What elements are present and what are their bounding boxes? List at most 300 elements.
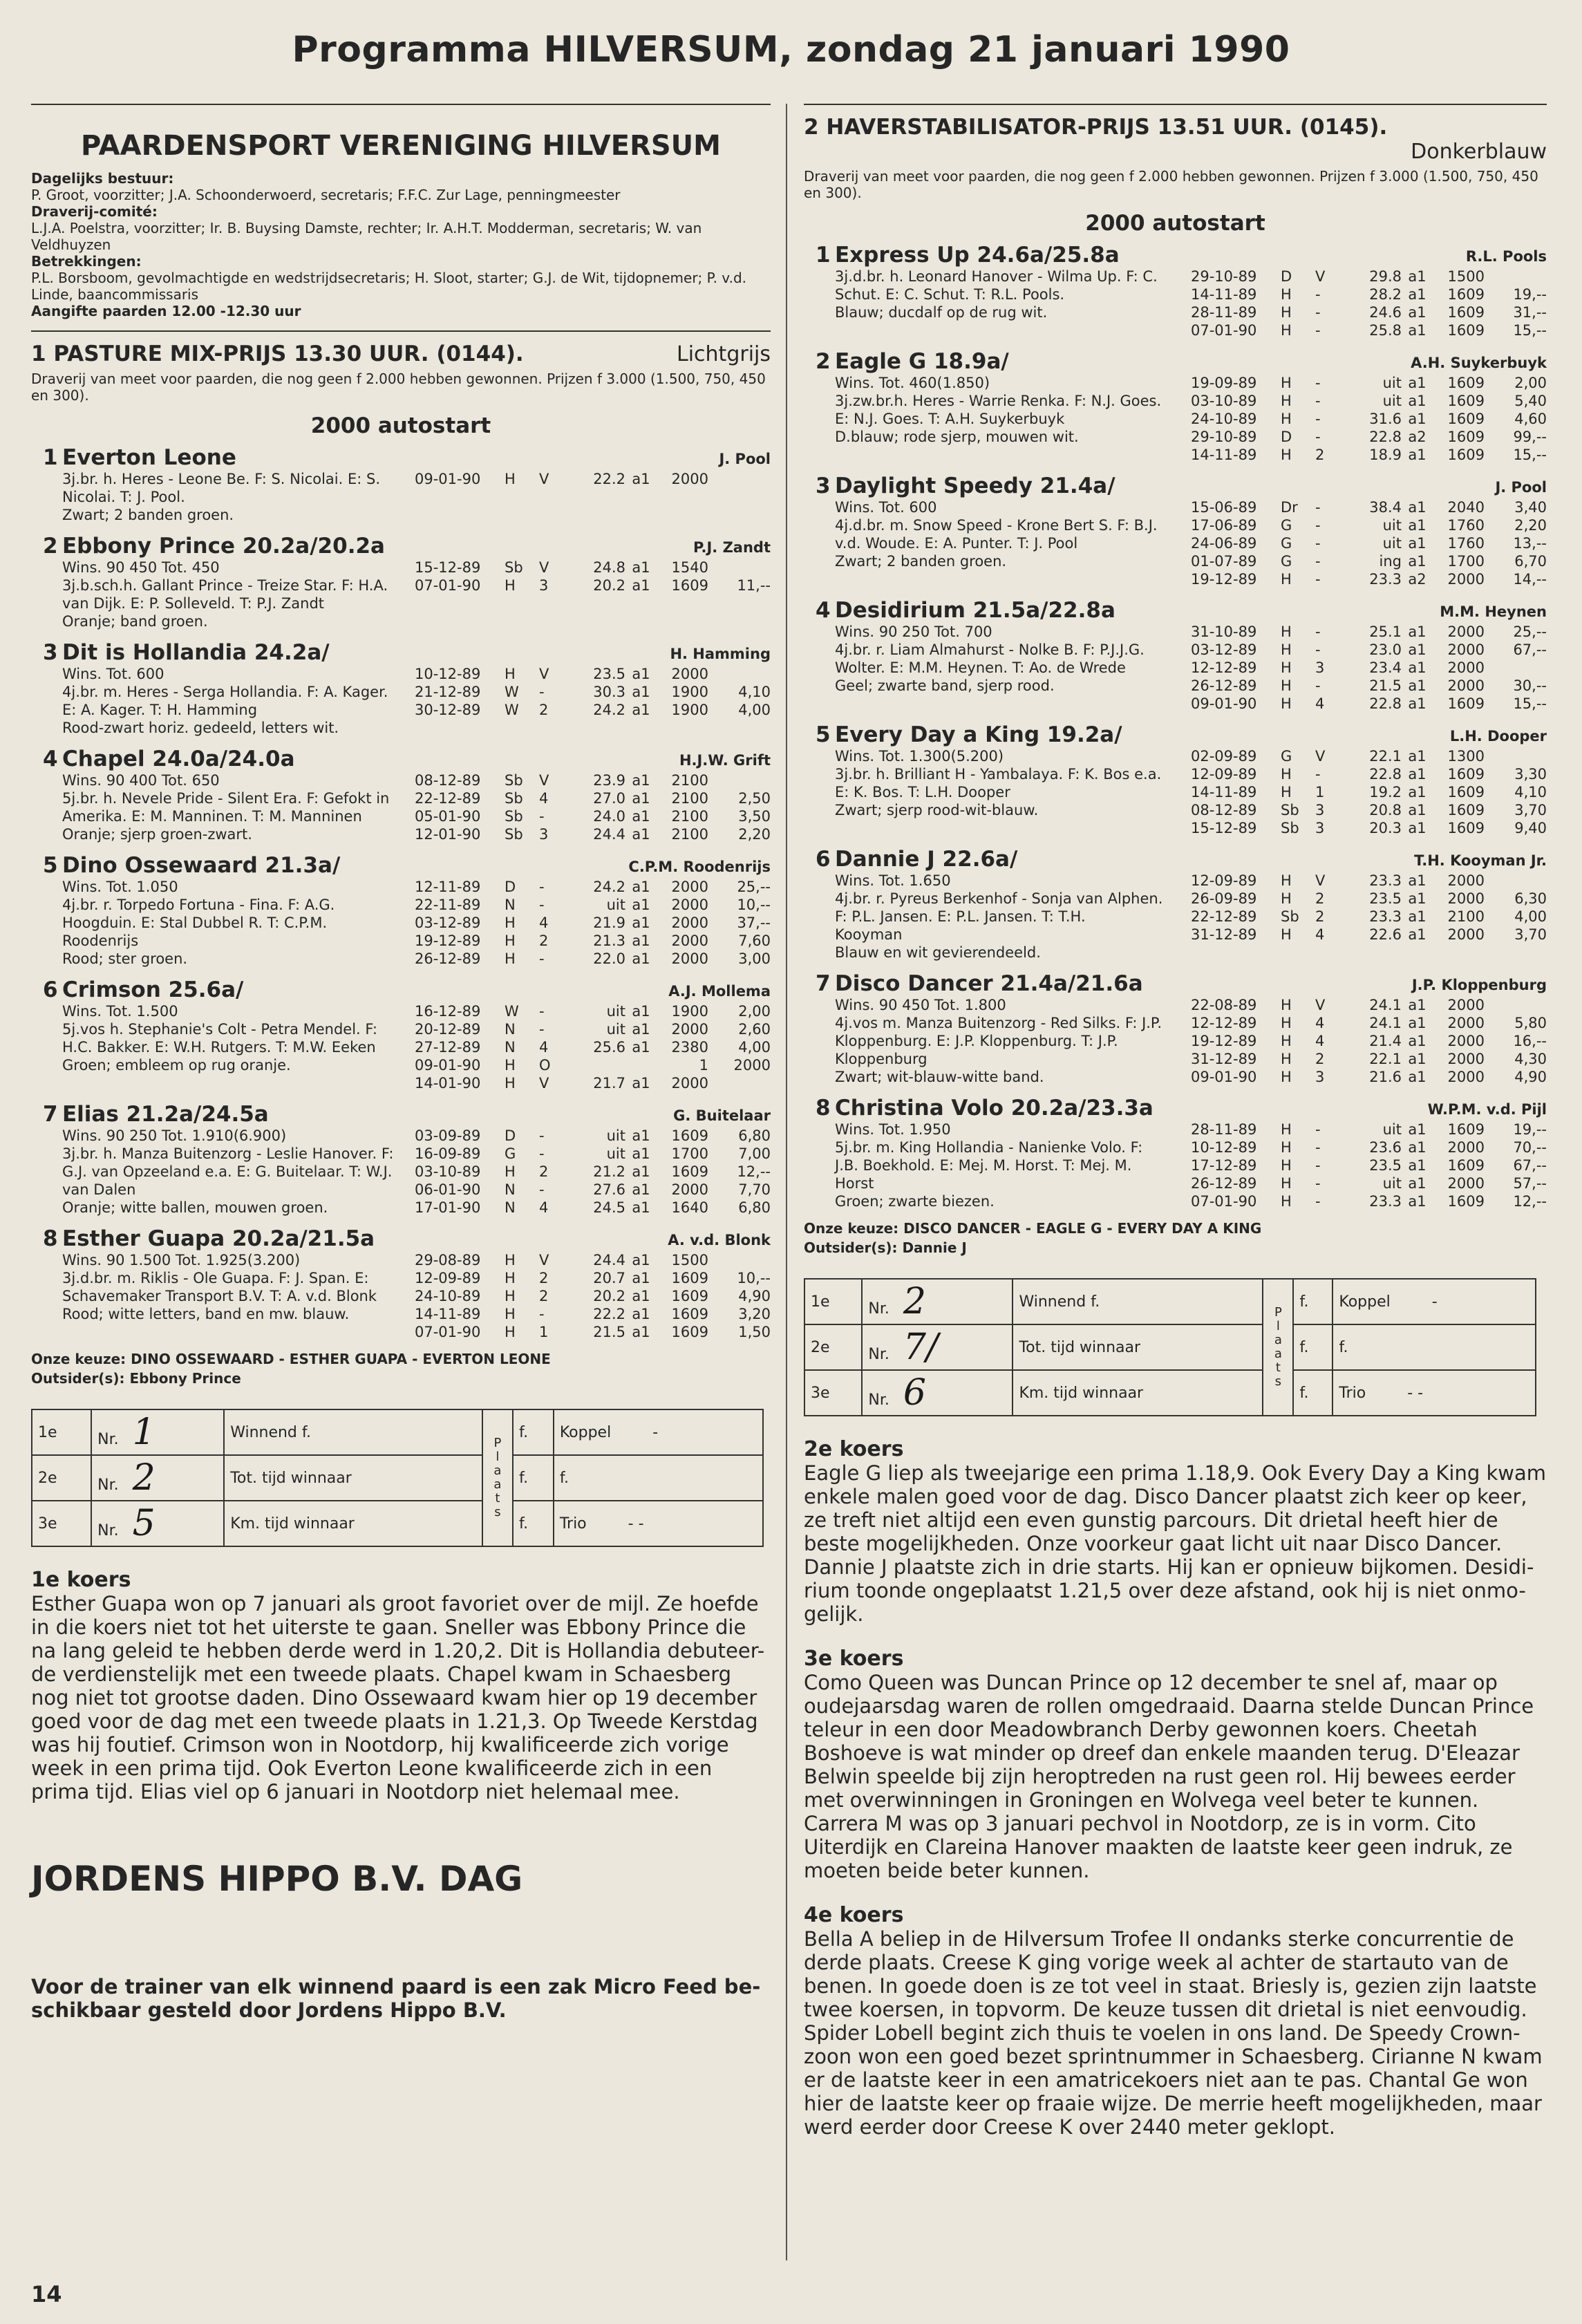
record-cell: uit xyxy=(606,1127,625,1144)
handwritten-number: 1 xyxy=(132,1412,156,1453)
record-cell: Sb xyxy=(505,790,523,807)
record-cell: 1609 xyxy=(671,1127,708,1144)
record-cell: 12,-- xyxy=(1513,1193,1547,1210)
record-cell: a1 xyxy=(1408,659,1426,676)
horse-name: Every Day a King 19.2a/ xyxy=(835,722,1122,747)
record-cell: 2000 xyxy=(1447,659,1485,676)
record-cell: 2000 xyxy=(733,1057,771,1074)
record-cell: G xyxy=(505,1145,516,1162)
record-cell: 2000 xyxy=(1447,641,1485,658)
record-cell: 16-12-89 xyxy=(415,1003,481,1020)
record-cell: 23.5 xyxy=(1369,890,1402,907)
horse-body xyxy=(835,872,1547,962)
record-cell: 27-12-89 xyxy=(415,1039,481,1056)
horse-number: 8 xyxy=(43,1226,58,1251)
record-cell: V xyxy=(1315,748,1326,765)
record-cell: a1 xyxy=(632,1163,650,1180)
record-row xyxy=(1191,268,1547,285)
record-cell: - xyxy=(1315,641,1321,658)
horse-description xyxy=(62,771,415,843)
record-cell: uit xyxy=(606,1145,625,1162)
record-cell: a1 xyxy=(632,1199,650,1216)
record-cell: 09-01-90 xyxy=(415,471,481,487)
record-cell: H xyxy=(1281,571,1292,588)
record-cell: - xyxy=(1315,624,1321,640)
our-choice: Onze keuze: DISCO DANCER - EAGLE G - EVERY DAY A KING xyxy=(804,1220,1262,1237)
description-line: Groen; embleem op rug oranje. xyxy=(62,1057,291,1074)
record-cell: Sb xyxy=(505,808,523,825)
commentary-text: Como Queen was Duncan Prince op 12 december te snel af, maar op oudejaarsdag waren de rollen omgedraaid. Daarna stelde Duncan Prince teleur in een door Meadowbranch Derby gewonnen koers. Cheetah Boshoeve is wat minder op dreef dan enkele maanden terug. D'Eleazar Belwin speelde bij zijn heroptreden na rust geen rol. Hij bewees eerder met overwinningen in Groningen en Wolvega veel beter te kunnen. Carrera M was op 3 januari pechvol in Nootdorp, ze is in vorm. Cito Uiterdijk en Clareina Hanover maakten de laatste keer geen indruk, ze moeten beide beter kunnen. xyxy=(804,1671,1534,1882)
record-cell: 1609 xyxy=(671,1306,708,1322)
record-cell: 24.5 xyxy=(593,1199,625,1216)
plaats-letter: a xyxy=(1274,1347,1282,1361)
record-cell: V xyxy=(539,471,549,487)
description-line: 4j.br. r. Pyreus Berkenhof - Sonja van Alphen. xyxy=(835,890,1163,907)
record-row xyxy=(415,683,771,701)
record-cell: a1 xyxy=(1408,304,1426,321)
horse-number: 5 xyxy=(43,853,58,878)
record-cell: H xyxy=(1281,872,1292,889)
horse-records xyxy=(415,771,771,843)
horse-description xyxy=(62,665,415,737)
record-cell: 2000 xyxy=(1447,1051,1485,1067)
record-row xyxy=(415,1038,771,1056)
record-row xyxy=(415,932,771,950)
rule xyxy=(804,104,1547,105)
record-cell: 15,-- xyxy=(1513,695,1547,712)
race-2 xyxy=(804,115,1547,1416)
record-cell: 4,00 xyxy=(1514,908,1547,925)
record-cell: 1609 xyxy=(671,1288,708,1304)
horse-trainer: J. Pool xyxy=(1495,479,1547,496)
record-cell: 22.8 xyxy=(1369,766,1402,783)
record-row xyxy=(1191,285,1547,303)
record-row xyxy=(1191,926,1547,944)
record-cell: 23.0 xyxy=(1369,641,1402,658)
horse-entry xyxy=(804,243,1547,339)
record-cell: - xyxy=(539,1181,545,1198)
association-line xyxy=(31,253,771,270)
association-line: P. Groot, voorzitter; J.A. Schoonderwoerd, secretaris; F.F.C. Zur Lage, penningmeester xyxy=(31,187,621,203)
record-cell: a1 xyxy=(1408,890,1426,907)
record-cell: - xyxy=(539,808,545,825)
record-cell: 2,00 xyxy=(738,1003,771,1020)
commentary-heading: 1e koers xyxy=(31,1568,131,1592)
horse-description xyxy=(62,878,415,968)
record-cell: 14-11-89 xyxy=(1191,286,1257,303)
record-cell: - xyxy=(539,1145,545,1162)
record-cell: a1 xyxy=(1408,872,1426,889)
number-cell xyxy=(862,1370,1013,1416)
horse-trainer: L.H. Dooper xyxy=(1449,728,1547,744)
record-cell: H xyxy=(505,1163,516,1180)
record-cell: 30-12-89 xyxy=(415,702,481,718)
description-line: Wins. 90 250 Tot. 1.910(6.900) xyxy=(62,1127,287,1144)
record-cell: a1 xyxy=(1408,1015,1426,1031)
description-line: D.blauw; rode sjerp, mouwen wit. xyxy=(835,429,1079,445)
record-cell: 1540 xyxy=(671,559,708,576)
record-cell: V xyxy=(539,772,549,789)
record-cell: 21.5 xyxy=(1369,677,1402,694)
record-cell: 2000 xyxy=(1447,1015,1485,1031)
record-cell: - xyxy=(1315,322,1321,339)
nr-label: Nr. xyxy=(868,1300,889,1318)
nr-label: Nr. xyxy=(97,1477,119,1494)
horse-trainer: J. Pool xyxy=(719,451,771,467)
record-cell: a1 xyxy=(1408,393,1426,409)
record-cell: 1900 xyxy=(671,684,708,700)
record-row xyxy=(415,577,771,594)
record-row xyxy=(1191,659,1547,677)
horse-trainer: H.J.W. Grift xyxy=(679,752,771,769)
record-cell: a1 xyxy=(1408,535,1426,552)
horse-name: Daylight Speedy 21.4a/ xyxy=(835,474,1115,498)
record-cell: 19-12-89 xyxy=(415,933,481,949)
record-cell: 23.3 xyxy=(1369,571,1402,588)
record-row xyxy=(1191,765,1547,783)
horse-entry xyxy=(31,534,771,630)
record-cell: H xyxy=(505,1270,516,1286)
record-cell: 16-09-89 xyxy=(415,1145,481,1162)
association-label: Dagelijks bestuur: xyxy=(31,170,174,187)
koppel-trio-cell xyxy=(554,1409,763,1455)
description-line: Kooyman xyxy=(835,926,903,943)
record-cell: a1 xyxy=(1408,908,1426,925)
record-cell: 24-06-89 xyxy=(1191,535,1257,552)
record-cell: a1 xyxy=(632,915,650,931)
record-cell: H xyxy=(505,1306,516,1322)
horse-number: 1 xyxy=(43,445,58,470)
description-line: Schavemaker Transport B.V. T: A. v.d. Blonk xyxy=(62,1288,377,1304)
record-cell: H xyxy=(1281,1175,1292,1192)
description-line: Wins. Tot. 1.300(5.200) xyxy=(835,748,1004,765)
record-cell: H xyxy=(505,1288,516,1304)
record-cell: 09-01-90 xyxy=(1191,695,1257,712)
description-line: 3j.br. h. Heres - Leone Be. F: S. Nicolai. E: S. xyxy=(62,471,381,487)
record-cell: 07-01-90 xyxy=(1191,1193,1257,1210)
record-cell xyxy=(1485,268,1547,285)
record-cell: 38.4 xyxy=(1369,499,1402,516)
record-cell: 21.2 xyxy=(593,1163,625,1180)
horse-records xyxy=(1191,623,1547,713)
record-cell: uit xyxy=(1382,535,1402,552)
record-cell: H xyxy=(1281,1193,1292,1210)
horse-header xyxy=(804,847,1547,872)
record-cell: Sb xyxy=(1281,908,1299,925)
horse-entry xyxy=(804,971,1547,1086)
record-cell: a1 xyxy=(1408,677,1426,694)
association-line xyxy=(31,303,771,319)
commentary-text: Esther Guapa won op 7 januari als groot favoriet over de mijl. Ze hoefde in die koers niet tot het uiterste te gaan. Sneller was Ebbony Prince die na lang geleid te hebben derde werd in 1.20,2. Dit is Hollandia debuteer-de verdienstelijk met een tweede plaats. Chapel kwam in Schaesberg nog niet tot grootse daden. Dino Ossewaard kwam hier op 19 december goed voor de dag met een tweede plaats in 1.21,3. Op Tweede Kerstdag was hij foutief. Crimson won in Nootdorp, hij kwalificeerde zich vorige week in een prima tijd. Ook Everton Leone kwalificeerde zich in een prima tijd. Elias viel op 6 januari in Nootdorp niet helemaal mee. xyxy=(31,1592,765,1803)
horse-description xyxy=(835,996,1191,1086)
record-cell: 4 xyxy=(1315,1015,1325,1031)
record-cell: V xyxy=(1315,268,1326,285)
record-row xyxy=(415,1145,771,1163)
record-cell: 1,50 xyxy=(738,1324,771,1340)
record-cell: 03-12-89 xyxy=(1191,641,1257,658)
record-cell: W xyxy=(505,1003,519,1020)
record-cell: 6,80 xyxy=(738,1127,771,1144)
record-cell: 24-10-89 xyxy=(1191,411,1257,427)
record-row xyxy=(1191,801,1547,819)
record-cell: a1 xyxy=(632,772,650,789)
record-cell: 10,-- xyxy=(737,1270,771,1286)
description-line: Wins. Tot. 1.500 xyxy=(62,1003,178,1020)
record-cell xyxy=(1485,659,1547,677)
record-cell: - xyxy=(1315,304,1321,321)
record-cell: a1 xyxy=(1408,748,1426,765)
record-cell: 23.6 xyxy=(1369,1139,1402,1156)
horse-body xyxy=(835,623,1547,713)
place-label: 2e xyxy=(32,1455,91,1501)
race-conditions: Draverij van meet voor paarden, die nog geen f 2.000 hebben gewonnen. Prijzen f 3.000 (1.500, 750, 450 en 300). xyxy=(804,168,1538,201)
horse-name: Esther Guapa 20.2a/21.5a xyxy=(62,1226,375,1251)
record-cell: 23.3 xyxy=(1369,872,1402,889)
record-cell: 12-11-89 xyxy=(415,879,481,895)
record-cell: 12-09-89 xyxy=(415,1270,481,1286)
record-cell: a1 xyxy=(632,577,650,594)
record-cell: 19,-- xyxy=(1513,1121,1547,1138)
koppel-trio-label: Trio xyxy=(1339,1384,1366,1402)
record-row xyxy=(415,789,771,807)
record-cell: D xyxy=(1281,268,1292,285)
koppel-trio-cell xyxy=(554,1455,763,1501)
record-cell: a1 xyxy=(632,684,650,700)
record-cell: 4 xyxy=(539,1199,549,1216)
record-cell: a1 xyxy=(632,1039,650,1056)
record-cell: 6,70 xyxy=(1514,553,1547,570)
record-cell: a1 xyxy=(632,1145,650,1162)
association-line xyxy=(31,170,771,187)
horse-description xyxy=(62,1251,415,1341)
record-cell: 26-09-89 xyxy=(1191,890,1257,907)
record-cell: 14-11-89 xyxy=(1191,784,1257,800)
record-cell: H xyxy=(1281,890,1292,907)
record-cell: D xyxy=(1281,429,1292,445)
record-cell: 21.5 xyxy=(593,1324,625,1340)
koppel-trio-label: Trio xyxy=(559,1515,587,1533)
record-row xyxy=(415,1305,771,1323)
record-cell: H xyxy=(1281,322,1292,339)
record-cell: a1 xyxy=(1408,447,1426,463)
record-cell: 2000 xyxy=(1447,997,1485,1013)
koppel-trio-cell xyxy=(1333,1279,1536,1324)
record-cell: 16,-- xyxy=(1513,1033,1547,1049)
description-line: 3j.d.br. h. Leonard Hanover - Wilma Up. F: C. xyxy=(835,268,1158,285)
horse-header xyxy=(31,534,771,559)
record-cell: 4,10 xyxy=(738,684,771,700)
record-cell: 1609 xyxy=(1447,393,1485,409)
record-cell: a1 xyxy=(1408,1033,1426,1049)
horse-body xyxy=(62,1002,771,1092)
record-cell: 3,20 xyxy=(738,1306,771,1322)
right-column xyxy=(804,104,1547,2139)
record-cell: 23.3 xyxy=(1369,1193,1402,1210)
record-cell: 4,10 xyxy=(1514,784,1547,800)
record-cell: 14-11-89 xyxy=(1191,447,1257,463)
description-line: Blauw; ducdalf op de rug wit. xyxy=(835,304,1048,321)
record-cell: 1609 xyxy=(1447,447,1485,463)
record-cell: 26-12-89 xyxy=(1191,677,1257,694)
result-row xyxy=(32,1501,763,1546)
record-cell: 4,00 xyxy=(738,702,771,718)
record-cell: 22-12-89 xyxy=(415,790,481,807)
record-cell: 1300 xyxy=(1447,748,1485,765)
record-cell: 22.8 xyxy=(1369,695,1402,712)
plaats-letter: a xyxy=(493,1463,502,1478)
record-cell: V xyxy=(539,1075,549,1091)
record-row xyxy=(415,1020,771,1038)
description-line: Zwart; 2 banden groen. xyxy=(62,507,234,523)
result-row xyxy=(804,1324,1536,1370)
record-cell: a2 xyxy=(1408,429,1426,445)
record-cell: H xyxy=(505,1057,516,1074)
record-cell: H xyxy=(1281,766,1292,783)
record-row xyxy=(415,1269,771,1287)
horse-number: 1 xyxy=(816,243,831,268)
record-cell: N xyxy=(505,1021,516,1038)
record-cell: a1 xyxy=(632,1306,650,1322)
koppel-trio-cell xyxy=(1333,1324,1536,1370)
record-cell: W xyxy=(505,702,519,718)
record-cell: 08-12-89 xyxy=(1191,802,1257,818)
record-cell: G xyxy=(1281,553,1292,570)
record-cell: 2 xyxy=(1315,447,1325,463)
record-cell: 2000 xyxy=(671,1075,708,1091)
record-row xyxy=(415,559,771,577)
record-cell: 15,-- xyxy=(1513,322,1547,339)
record-cell: 15-12-89 xyxy=(1191,820,1257,836)
result-label: Tot. tijd winnaar xyxy=(224,1455,482,1501)
description-line: Groen; zwarte biezen. xyxy=(835,1193,995,1210)
record-cell: 23.5 xyxy=(593,666,625,682)
record-cell xyxy=(708,470,771,488)
record-cell: V xyxy=(1315,997,1326,1013)
horse-name: Dit is Hollandia 24.2a/ xyxy=(62,640,330,665)
record-cell: 1500 xyxy=(1447,268,1485,285)
horse-entry xyxy=(804,598,1547,713)
horse-trainer: T.H. Kooyman Jr. xyxy=(1414,852,1547,869)
record-cell: Sb xyxy=(505,772,523,789)
record-cell: a1 xyxy=(632,1021,650,1038)
record-cell: a1 xyxy=(632,879,650,895)
record-cell: - xyxy=(539,950,545,967)
record-cell: 23.5 xyxy=(1369,1157,1402,1174)
record-cell: D xyxy=(505,1127,516,1144)
horse-header xyxy=(31,747,771,771)
record-cell: H xyxy=(1281,1033,1292,1049)
horse-name: Dino Ossewaard 21.3a/ xyxy=(62,853,341,878)
record-cell: G xyxy=(1281,748,1292,765)
description-line: Rood; witte letters, band en mw. blauw. xyxy=(62,1306,350,1322)
commentary-text: Bella A beliep in de Hilversum Trofee II ondanks sterke concurrentie de derde plaats. Creese K ging vorige week al achter de startauto van de benen. In goede doen is ze tot veel in staat. Briesly is, gezien zijn laatste twee koersen, in topvorm. De keuze tussen dit drietal is niet eenvoudig. Spider Lobell begint zich thuis te voelen in ons land. De Speedy Crown-zoon won een goed bezet sprintnummer in Schaesberg. Cirianne N kwam er de laatste keer in een amatricekoers niet aan te pas. Chantal Ge won hier de laatste keer op fraaie wijze. De merrie heeft mogelijkheden, maar werd eerder door Creese K over 2440 meter geklopt. xyxy=(804,1927,1543,2139)
description-line: Wins. 90 250 Tot. 700 xyxy=(835,624,992,640)
record-cell: V xyxy=(1315,872,1326,889)
horse-number: 5 xyxy=(816,722,831,747)
description-line: 3j.b.sch.h. Gallant Prince - Treize Star. F: H.A. xyxy=(62,577,388,594)
record-cell: a1 xyxy=(632,1252,650,1268)
record-cell: 3 xyxy=(1315,802,1325,818)
record-cell: 2000 xyxy=(1447,1139,1485,1156)
record-cell: a1 xyxy=(1408,784,1426,800)
record-cell: 3,70 xyxy=(1514,802,1547,818)
record-cell: 5,80 xyxy=(1514,1015,1547,1031)
record-row xyxy=(1191,428,1547,446)
horse-trainer: C.P.M. Roodenrijs xyxy=(628,859,771,875)
record-cell: 3,70 xyxy=(1514,926,1547,943)
horse-records xyxy=(1191,872,1547,962)
koppel-trio-label: Koppel xyxy=(1339,1293,1391,1311)
record-cell: 12-09-89 xyxy=(1191,872,1257,889)
record-cell: a1 xyxy=(1408,322,1426,339)
association-label: Betrekkingen: xyxy=(31,253,142,270)
description-line: van Dalen xyxy=(62,1181,136,1198)
horse-number: 4 xyxy=(43,747,58,771)
record-cell: 20.2 xyxy=(593,577,625,594)
record-cell: 1760 xyxy=(1447,535,1485,552)
horse-trainer: H. Hamming xyxy=(670,646,771,662)
plaats-letter: s xyxy=(1274,1374,1282,1389)
record-cell: H xyxy=(1281,286,1292,303)
money-cell: f. xyxy=(1293,1324,1333,1370)
association-label: Draverij-comité: xyxy=(31,203,158,220)
record-cell: a1 xyxy=(632,1003,650,1020)
money-cell: f. xyxy=(1293,1279,1333,1324)
record-row xyxy=(1191,996,1547,1014)
horse-trainer: A.H. Suykerbuyk xyxy=(1411,355,1547,371)
record-cell: 25,-- xyxy=(1513,624,1547,640)
commentary-heading: 4e koers xyxy=(804,1903,904,1927)
record-cell: 4 xyxy=(1315,695,1325,712)
horse-body xyxy=(835,747,1547,837)
description-line: Wins. Tot. 1.950 xyxy=(835,1121,951,1138)
race-title: 2 HAVERSTABILISATOR-PRIJS 13.51 UUR. (0145). xyxy=(804,115,1388,140)
description-line: Roodenrijs xyxy=(62,933,139,949)
record-cell: 1609 xyxy=(1447,304,1485,321)
record-cell: 22.2 xyxy=(593,1306,625,1322)
record-row xyxy=(415,1002,771,1020)
record-cell: W xyxy=(505,684,519,700)
record-row xyxy=(415,1323,771,1341)
record-cell: 20.8 xyxy=(1369,802,1402,818)
description-line: H.C. Bakker. E: W.H. Rutgers. T: M.W. Eeken xyxy=(62,1039,376,1056)
record-cell: H xyxy=(505,471,516,487)
jordens-text: Voor de trainer van elk winnend paard is een zak Micro Feed be-schikbaar gesteld door Jordens Hippo B.V. xyxy=(31,1975,761,2022)
horse-header xyxy=(804,971,1547,996)
record-cell: 2 xyxy=(1315,908,1325,925)
record-cell: 14-11-89 xyxy=(415,1306,481,1322)
record-cell: V xyxy=(539,559,549,576)
record-cell: 11,-- xyxy=(737,577,771,594)
record-cell: 17-06-89 xyxy=(1191,517,1257,534)
record-cell: 28-11-89 xyxy=(1191,304,1257,321)
plaats-letter: a xyxy=(1274,1333,1282,1347)
record-row xyxy=(415,807,771,825)
record-cell: H xyxy=(1281,641,1292,658)
record-cell: 2,60 xyxy=(738,1021,771,1038)
plaats-letter: P xyxy=(493,1436,502,1450)
record-cell: 29-10-89 xyxy=(1191,429,1257,445)
record-cell: 2 xyxy=(539,1288,549,1304)
horse-header xyxy=(31,853,771,878)
record-cell: 22-11-89 xyxy=(415,897,481,913)
record-cell: H xyxy=(505,1075,516,1091)
number-cell xyxy=(862,1279,1013,1324)
record-cell: a1 xyxy=(1408,517,1426,534)
description-line: 5j.br. m. King Hollandia - Nanienke Volo. F: xyxy=(835,1139,1143,1156)
record-cell: a1 xyxy=(632,826,650,843)
record-cell: - xyxy=(1315,553,1321,570)
